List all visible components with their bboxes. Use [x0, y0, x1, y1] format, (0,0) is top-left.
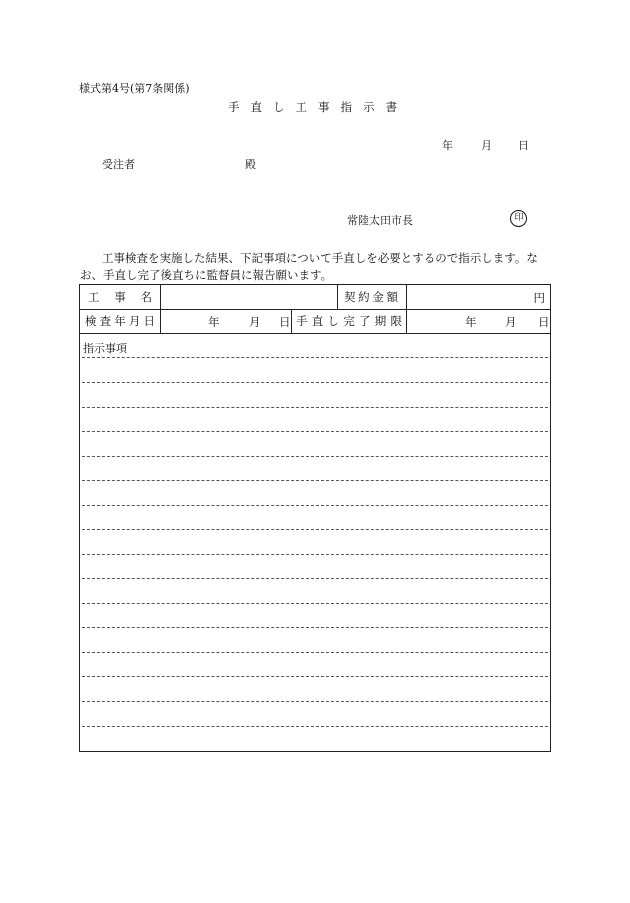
instruction-text: 工事検査を実施した結果、下記事項について手直しを必要とするので指示します。なお、手直し完了後直ちに監督員に報告願います。: [80, 251, 538, 282]
currency-unit: 円: [533, 291, 545, 305]
inspection-date-day: 日: [279, 315, 291, 329]
ruled-line: [82, 357, 548, 358]
issue-date-year: 年: [442, 139, 453, 152]
ruled-line: [82, 603, 548, 604]
issue-date: [442, 137, 529, 153]
issue-date-month: 月: [481, 139, 492, 152]
work-name-label: 工 事 名: [88, 290, 152, 304]
ruled-line: [82, 407, 548, 408]
deadline-year: 年: [465, 315, 477, 329]
table-row-work: [80, 285, 550, 310]
contract-amount-label: 契 約 金 額: [337, 285, 406, 309]
form-number-label: 様式第4号(第7条関係): [79, 82, 190, 95]
issuer-name: 常陸太田市長: [347, 214, 413, 227]
completion-deadline-label: 手 直 し 完 了 期 限: [291, 309, 406, 333]
ruled-line: [82, 529, 548, 530]
ruled-line: [82, 456, 548, 457]
ruled-line: [82, 554, 548, 555]
ruled-line: [82, 431, 548, 432]
deadline-month: 月: [505, 315, 517, 329]
issue-date-day: 日: [518, 139, 529, 152]
recipient-line: [102, 156, 256, 172]
ruled-line: [82, 627, 548, 628]
inspection-date-month: 月: [249, 315, 261, 329]
ruled-line: [82, 652, 548, 653]
completion-deadline-field[interactable]: [406, 309, 551, 333]
ruled-line: [82, 382, 548, 383]
ruled-line: [82, 676, 548, 677]
seal-mark: 印: [510, 210, 527, 227]
inspection-date-label: 検 査 年 月 日: [85, 314, 155, 328]
ruled-line: [82, 480, 548, 481]
ruled-line: [82, 578, 548, 579]
document-title: 手直し工事指示書: [228, 100, 408, 114]
ruled-line: [82, 726, 548, 727]
ruled-line: [82, 505, 548, 506]
inspection-date-year: 年: [208, 315, 220, 329]
table-row-dates: [80, 309, 550, 334]
instructions-label: 指示事項: [83, 342, 127, 355]
instruction-form-table: [79, 284, 551, 752]
recipient-honorific: 殿: [245, 158, 256, 171]
contract-amount-field[interactable]: [406, 285, 551, 309]
inspection-date-field[interactable]: [160, 309, 291, 333]
deadline-day: 日: [538, 315, 550, 329]
ruled-line: [82, 701, 548, 702]
work-name-field[interactable]: [160, 285, 337, 309]
recipient-label: 受注者: [102, 158, 135, 171]
